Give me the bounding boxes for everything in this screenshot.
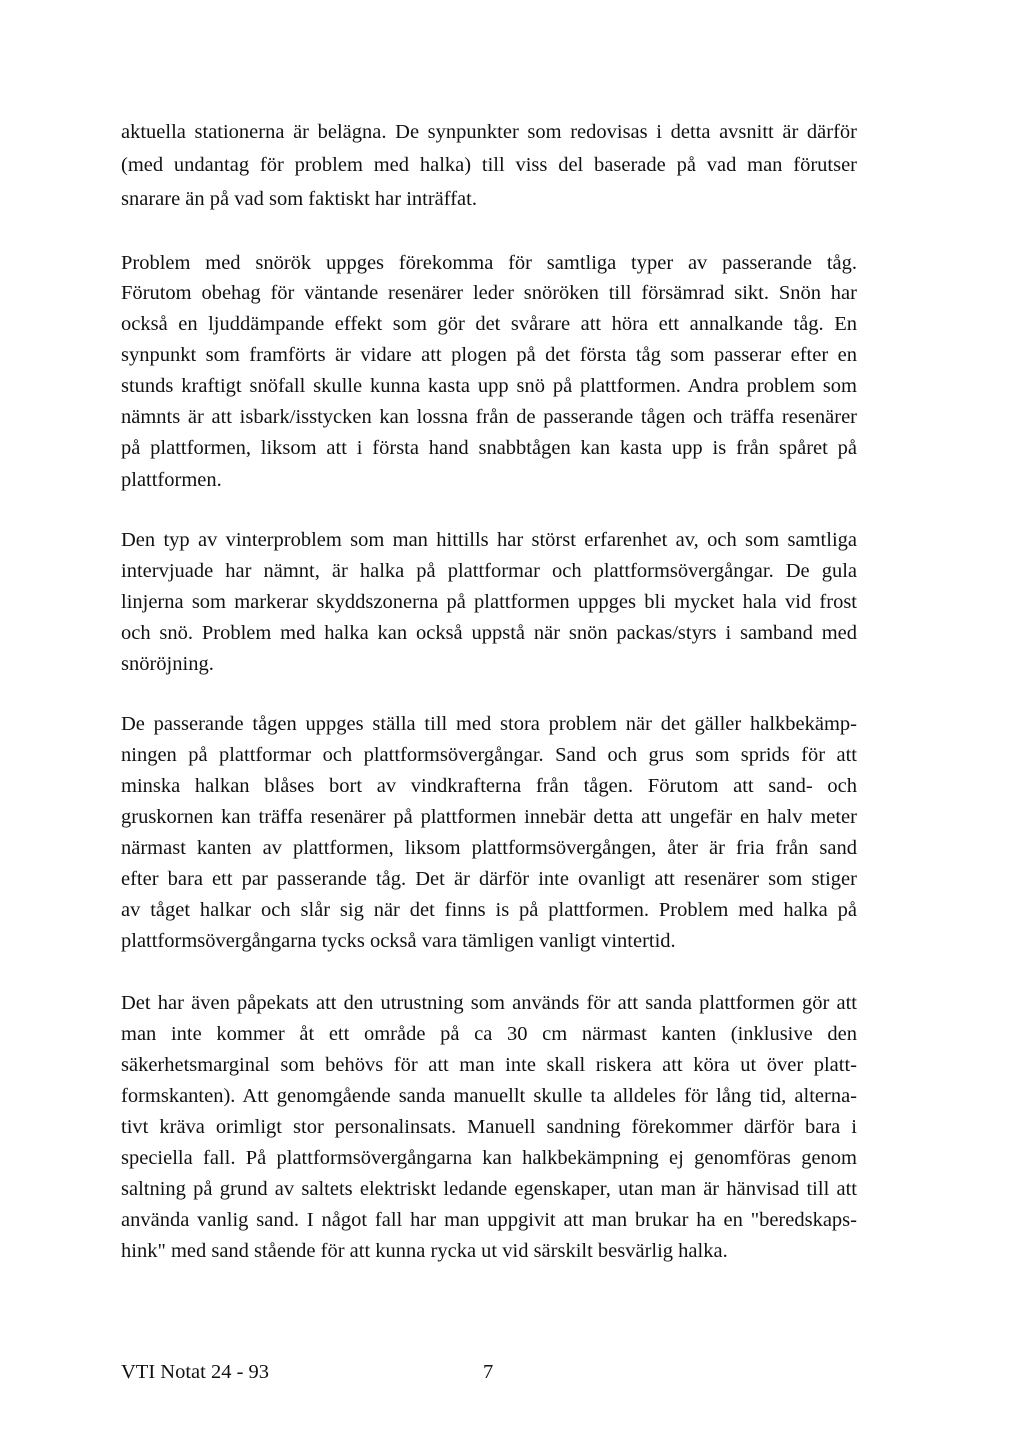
text-line: Problem med snörök uppges förekomma för samtliga typer av passerande tåg. <box>121 252 857 274</box>
text-line: De passerande tågen uppges ställa till med stora problem när det gäller halkbekämp- <box>121 713 857 735</box>
text-line: på plattformen, liksom att i första hand snabbtågen kan kasta upp is från spåret på <box>121 437 857 459</box>
text-line: saltning på grund av saltets elektriskt ledande egenskaper, utan man är hänvisad till att <box>121 1178 857 1200</box>
text-line: plattformen. <box>121 469 222 491</box>
footer-document-id: VTI Notat 24 - 93 <box>121 1361 270 1383</box>
footer-page-number: 7 <box>483 1361 494 1383</box>
text-line: gruskornen kan träffa resenärer på plattformen innebär detta att ungefär en halv meter <box>121 806 857 828</box>
text-line: snarare än på vad som faktiskt har inträffat. <box>121 188 477 210</box>
text-line: Förutom obehag för väntande resenärer leder snöröken till försämrad sikt. Snön har <box>121 282 857 304</box>
text-line: hink" med sand stående för att kunna rycka ut vid särskilt besvärlig halka. <box>121 1240 728 1262</box>
text-line: minska halkan blåses bort av vindkrafterna från tågen. Förutom att sand- och <box>121 775 857 797</box>
text-line: Den typ av vinterproblem som man hittills har störst erfarenhet av, och som samtliga <box>121 529 857 551</box>
text-line: använda vanlig sand. I något fall har man uppgivit att man brukar ha en "beredskaps- <box>121 1209 857 1231</box>
text-line: tivt kräva orimligt stor personalinsats. Manuell sandning förekommer därför bara i <box>121 1116 857 1138</box>
text-line: synpunkt som framförts är vidare att plogen på det första tåg som passerar efter en <box>121 344 857 366</box>
text-line: säkerhetsmarginal som behövs för att man inte skall riskera att köra ut över platt- <box>121 1054 857 1076</box>
text-line: man inte kommer åt ett område på ca 30 cm närmast kanten (inklusive den <box>121 1023 857 1045</box>
text-line: och snö. Problem med halka kan också uppstå när snön packas/styrs i samband med <box>121 622 857 644</box>
text-line: formskanten). Att genomgående sanda manuellt skulle ta alldeles för lång tid, alterna- <box>121 1085 857 1107</box>
text-line: speciella fall. På plattformsövergångarna kan halkbekämpning ej genomföras genom <box>121 1147 857 1169</box>
text-line: linjerna som markerar skyddszonerna på plattformen uppges bli mycket hala vid frost <box>121 591 857 613</box>
text-line: också en ljuddämpande effekt som gör det svårare att höra ett annalkande tåg. En <box>121 313 857 335</box>
text-line: av tåget halkar och slår sig när det finns is på plattformen. Problem med halka på <box>121 899 857 921</box>
text-line: nämnts är att isbark/isstycken kan lossna från de passerande tågen och träffa resenärer <box>121 406 857 428</box>
text-line: (med undantag för problem med halka) till viss del baserade på vad man förutser <box>121 154 857 176</box>
text-line: Det har även påpekats att den utrustning som används för att sanda plattformen gör att <box>121 992 857 1014</box>
text-line: plattformsövergångarna tycks också vara tämligen vanligt vintertid. <box>121 930 676 952</box>
text-line: aktuella stationerna är belägna. De synpunkter som redovisas i detta avsnitt är därför <box>121 121 857 143</box>
text-line: stunds kraftigt snöfall skulle kunna kasta upp snö på plattformen. Andra problem som <box>121 375 857 397</box>
text-line: snöröjning. <box>121 653 214 675</box>
text-line: intervjuade har nämnt, är halka på plattformar och plattformsövergångar. De gula <box>121 560 857 582</box>
text-line: ningen på plattformar och plattformsövergångar. Sand och grus som sprids för att <box>121 744 857 766</box>
text-line: efter bara ett par passerande tåg. Det är därför inte ovanligt att resenärer som stiger <box>121 868 857 890</box>
text-line: närmast kanten av plattformen, liksom plattformsövergången, åter är fria från sand <box>121 837 857 859</box>
